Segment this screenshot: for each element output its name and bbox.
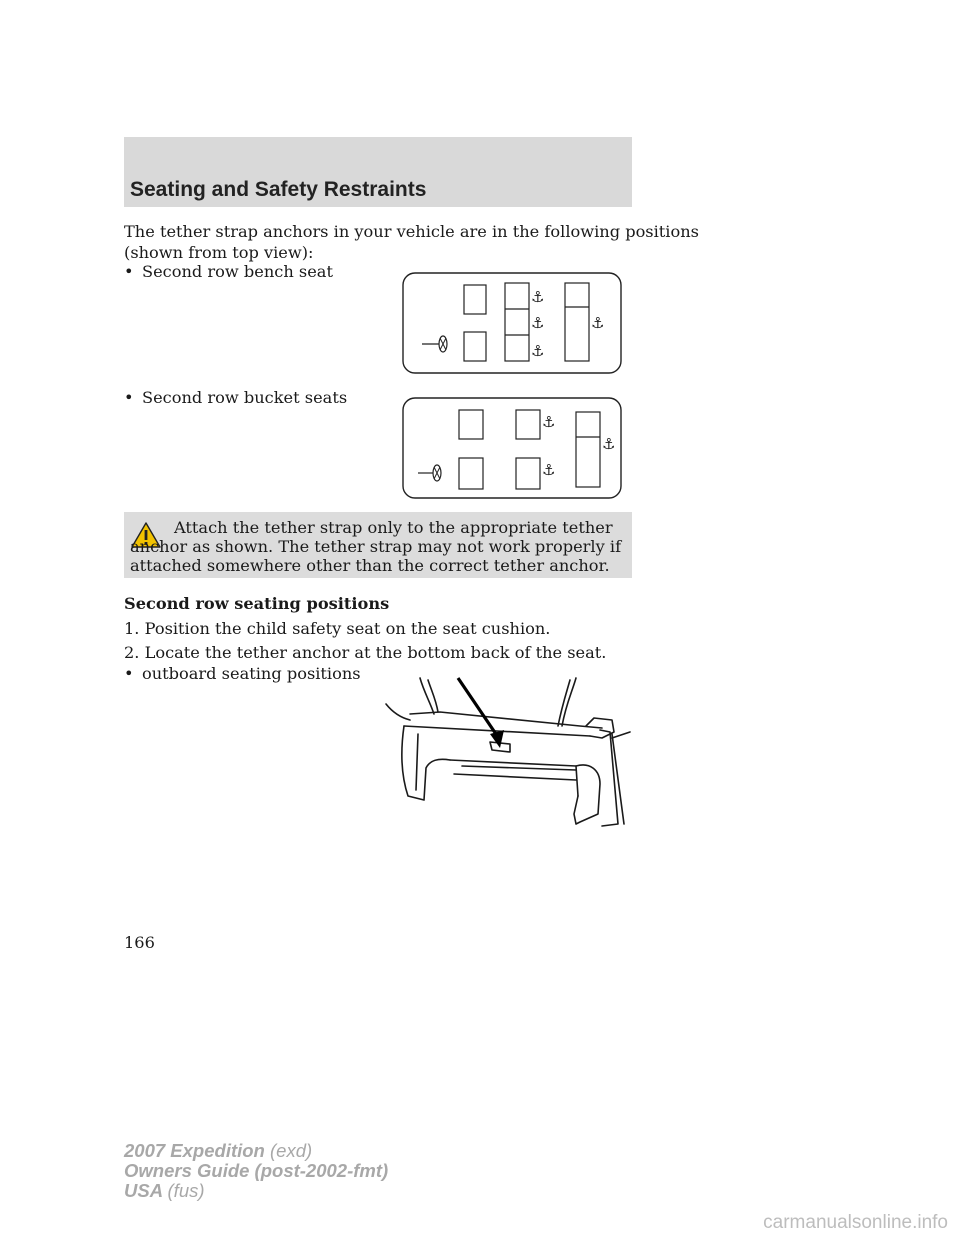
step-2: 2. Locate the tether anchor at the bottom back of the seat. [124,643,607,662]
front-seat-driver [459,458,483,489]
anchor-icon: ⚓ [591,314,605,332]
footer-market: USA [124,1180,163,1201]
footer-guide: Owners Guide (post-2002-fmt) [124,1160,389,1181]
front-seat-passenger [464,285,486,314]
second-row-bucket-right [516,410,540,439]
bullet-outboard-label: outboard seating positions [142,664,361,683]
anchor-icon: ⚓ [531,314,545,332]
footer [124,1141,388,1201]
bullet-dot: • [124,388,134,407]
page-title: Seating and Safety Restraints [130,178,427,201]
bullet-dot: • [124,262,134,281]
anchor-icon: ⚓ [542,461,556,479]
step-1: 1. Position the child safety seat on the seat cushion. [124,619,551,638]
front-seat-driver [464,332,486,361]
anchor-icon: ⚓ [602,435,616,453]
bullet-bench-label: Second row bench seat [142,262,333,281]
bullet-bench [124,262,333,281]
third-row-bench [565,283,589,361]
anchor-icon: ⚓ [531,342,545,360]
second-row-bucket-left [516,458,540,489]
footer-model-code: (exd) [270,1140,313,1161]
anchor-icon: ⚓ [531,288,545,306]
arrow-head [490,730,504,748]
bullet-bucket-label: Second row bucket seats [142,388,348,407]
watermark: carmanualsonline.info [763,1212,948,1233]
seat-back-illustration [380,674,636,834]
section-heading: Second row seating positions [124,594,390,613]
page-number: 166 [124,933,155,952]
bullet-outboard [124,664,361,683]
anchor-icon: ⚓ [542,413,556,431]
warning-text: Attach the tether strap only to the appropriate tether anchor as shown. The tether strap may not work properly if attached somewhere other than the correct tether anchor. [130,518,622,575]
third-row-bench [576,412,600,487]
footer-model: 2007 Expedition [124,1140,265,1161]
second-row-bench [505,283,529,361]
bench-seat-diagram [402,272,622,374]
footer-market-code: (fus) [167,1180,205,1201]
bullet-bucket [124,388,347,407]
front-seat-passenger [459,410,483,439]
intro-line-1: The tether strap anchors in your vehicle are in the following positions [124,222,699,241]
intro-line-2: (shown from top view): [124,243,314,262]
bucket-seat-diagram [402,397,622,499]
bullet-dot: • [124,664,134,683]
